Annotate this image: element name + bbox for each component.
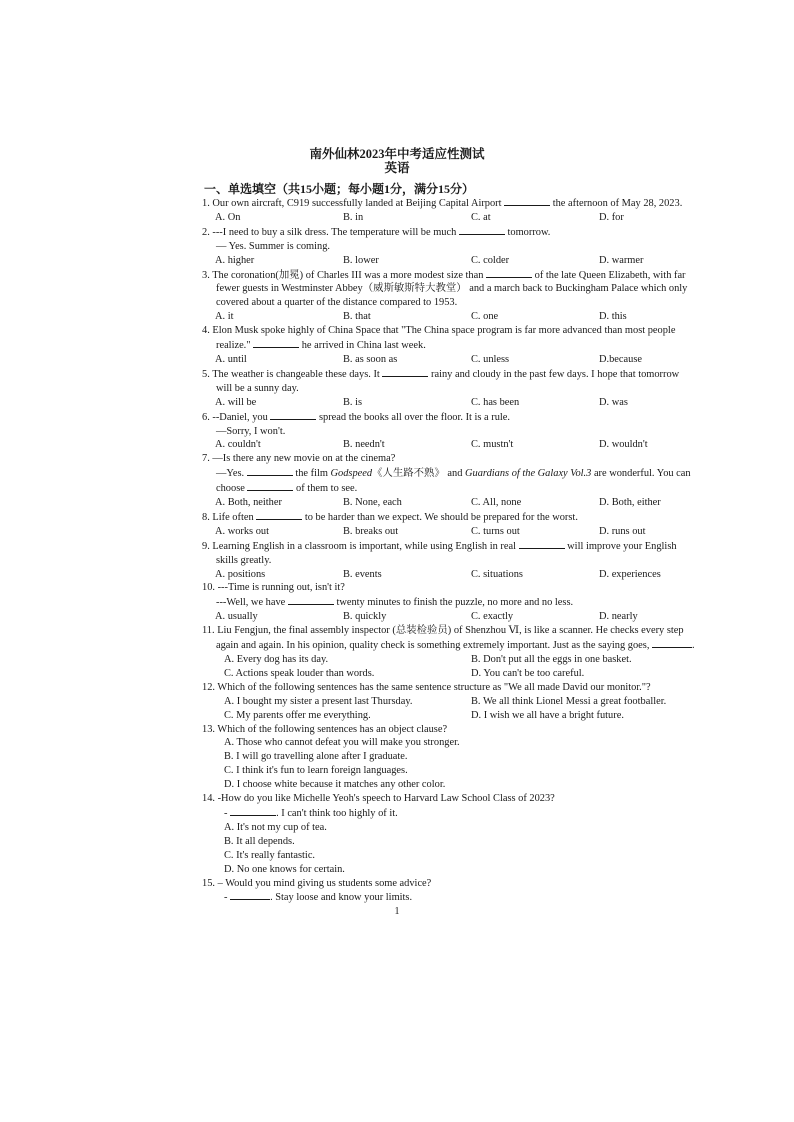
answer-blank [270,410,316,420]
option-d: D. runs out [599,525,646,537]
option-a: A. Both, neither [215,497,282,509]
options [202,525,732,539]
answer-blank [247,466,293,476]
option-a: A. It's not my cup of tea. [224,821,327,833]
option-c: C. mustn't [471,439,514,451]
option-c: C. My parents offer me everything. [224,709,371,721]
option-a: A. Every dog has its day. [224,654,329,665]
question-3: 3. The coronation(加冕) of Charles III was a more modest size than of the late Queen Elizabeth, with far fewer guests in Westminster Abbey（威斯敏斯特大教堂） and a march back to Buckingham Palace which only covered about a quarter of the distance compared to 1953. A. it B. that C. one D. this [202,268,732,325]
film-title: Godspeed [330,468,373,480]
option-a: A. On [215,211,241,223]
option-c: C. one [471,311,499,323]
option-c: C. unless [471,353,510,365]
question-10: 10. ---Time is running out, isn't it? ---Well, we have twenty minutes to finish the puzzle, no more and no less. A. usually B. quickly C. exactly D. nearly [202,581,732,624]
option-b: B. as soon as [343,353,398,365]
option-b: B. events [343,568,382,580]
question-15: 15. – Would you mind giving us students some advice? - . Stay loose and know your limits. [202,877,432,904]
option-d: D. this [599,311,627,323]
option-c: C. at [471,211,491,223]
option-c: C. exactly [471,611,514,623]
option-d: D. I choose white because it matches any other color. [224,779,446,791]
option-a: A. it [215,311,234,323]
option-d: D. experiences [599,568,661,580]
option-a: A. usually [215,611,258,623]
question-13: 13. Which of the following sentences has an object clause? A. Those who cannot defeat you will make you stronger. B. I will go travelling alone after I graduate. C. I think it's fun to learn foreign languages. D. I choose white because it matches any other color. [202,723,732,793]
option-c: C. turns out [471,525,520,537]
options [202,496,732,510]
option-a: A. until [215,353,247,365]
option-d: D. wouldn't [599,439,648,451]
options [202,438,732,452]
options [202,310,732,324]
option-d: D. nearly [599,611,638,623]
option-c: C. colder [471,254,510,266]
page-number: 1 [394,906,400,917]
section-heading: 一、单选填空（共15小题；每小题1分，满分15分） [204,182,475,196]
option-d: D. was [599,396,628,408]
option-b: B. I will go travelling alone after I graduate. [224,751,408,763]
question-9: 9. Learning English in a classroom is important, while using English in real will improve your English skills greatly. A. positions B. events C. situations D. experiences [202,539,732,582]
option-b: B. breaks out [343,525,399,537]
option-c: C. All, none [471,497,522,509]
question-11: 11. Liu Fengjun, the final assembly inspector (总装检验员) of Shenzhou Ⅵ, is like a scanner. He checks every step again and again. In his opinion, quality check is something extremely important. Just as the saying goes, . A. Every dog has its day. B. Don't put all the eggs in one basket. C. Actions speak louder than words. D. You can't be too careful. [202,624,732,681]
options [202,254,732,268]
answer-blank [247,481,293,491]
question-5: 5. The weather is changeable these days. It rainy and cloudy in the past few days. I hope that tomorrow will be a sunny day. A. will be B. is C. has been D. was [202,367,732,410]
option-b: B. needn't [343,439,385,451]
option-a: A. Those who cannot defeat you will make you stronger. [224,737,460,749]
option-b: B. that [343,311,371,323]
options [202,568,732,582]
option-d: D. warmer [599,254,644,266]
question-7: 7. —Is there any new movie on at the cinema? —Yes. the film Godspeed《人生路不熟》 and Guardians of the Galaxy Vol.3 are wonderful. You can choose of them to see. A. Both, neither B. None, each C. All, none D. Both, either [202,452,732,510]
option-b: B. quickly [343,611,387,623]
options [202,211,732,225]
answer-blank [253,338,299,348]
option-b: B. in [343,211,364,223]
answer-blank [288,595,334,605]
exam-title: 南外仙林2023年中考适应性测试 [309,147,485,161]
option-c: C. has been [471,396,520,408]
question-6: 6. --Daniel, you spread the books all over the floor. It is a rule. —Sorry, I won't. A. couldn't B. needn't C. mustn't D. wouldn't [202,410,732,453]
answer-blank [652,638,692,648]
options [202,610,732,624]
option-a: A. will be [215,396,257,408]
options [202,709,732,723]
answer-blank [230,806,276,816]
option-d: D. Both, either [599,497,661,509]
question-list [202,196,732,905]
option-b: B. is [343,396,363,408]
answer-blank [486,268,532,278]
option-a: A. works out [215,525,269,537]
answer-blank [382,367,428,377]
option-b: B. Don't put all the eggs in one basket. [471,654,632,665]
options [202,695,732,709]
answer-blank [256,510,302,520]
question-14: 14. -How do you like Michelle Yeoh's speech to Harvard Law School Class of 2023? - . I can't think too highly of it. A. It's not my cup of tea. B. It all depends. C. It's really fantastic. D. No one knows for certain. [202,792,732,876]
option-d: D. for [599,211,624,223]
options [202,353,732,367]
question-12: 12. Which of the following sentences has the same sentence structure as "We all made David our monitor."? A. I bought my sister a present last Thursday. B. We all think Lionel Messi a great footballer. C. My parents offer me everything. D. I wish we all have a bright future. [202,681,732,723]
option-b: B. We all think Lionel Messi a great footballer. [471,695,667,707]
option-a: A. I bought my sister a present last Thursday. [224,695,413,707]
option-d: D. No one knows for certain. [224,863,345,875]
options [202,396,732,410]
question-4: 4. Elon Musk spoke highly of China Space that "The China space program is far more advanced than most people realize." he arrived in China last week. A. until B. as soon as C. unless D.because [202,324,732,367]
option-c: C. Actions speak louder than words. [224,667,375,679]
option-d: D. You can't be too careful. [471,667,585,679]
option-b: B. None, each [343,497,402,509]
option-d: D.because [599,353,642,365]
answer-blank [519,539,565,549]
answer-blank [230,890,270,900]
option-a: A. positions [215,568,266,580]
option-a: A. higher [215,254,255,266]
exam-subject: 英语 [384,161,410,175]
question-8: 8. Life often to be harder than we expect. We should be prepared for the worst. A. works out B. breaks out C. turns out D. runs out [202,510,732,539]
options [202,667,732,681]
question-2: 2. ---I need to buy a silk dress. The temperature will be much tomorrow. — Yes. Summer is coming. A. higher B. lower C. colder D. warmer [202,225,732,268]
film-title: Guardians of the Galaxy Vol.3 [465,468,592,480]
question-1: 1. Our own aircraft, C919 successfully landed at Beijing Capital Airport the afternoon of May 28, 2023. A. On B. in C. at D. for [202,196,732,225]
option-b: B. It all depends. [224,835,295,847]
answer-blank [459,225,505,235]
option-c: C. It's really fantastic. [224,849,316,861]
option-d: D. I wish we all have a bright future. [471,709,624,721]
option-c: C. I think it's fun to learn foreign languages. [224,765,408,777]
option-c: C. situations [471,568,523,580]
answer-blank [504,196,550,206]
option-b: B. lower [343,254,379,266]
options [202,653,732,667]
option-a: A. couldn't [215,439,261,451]
